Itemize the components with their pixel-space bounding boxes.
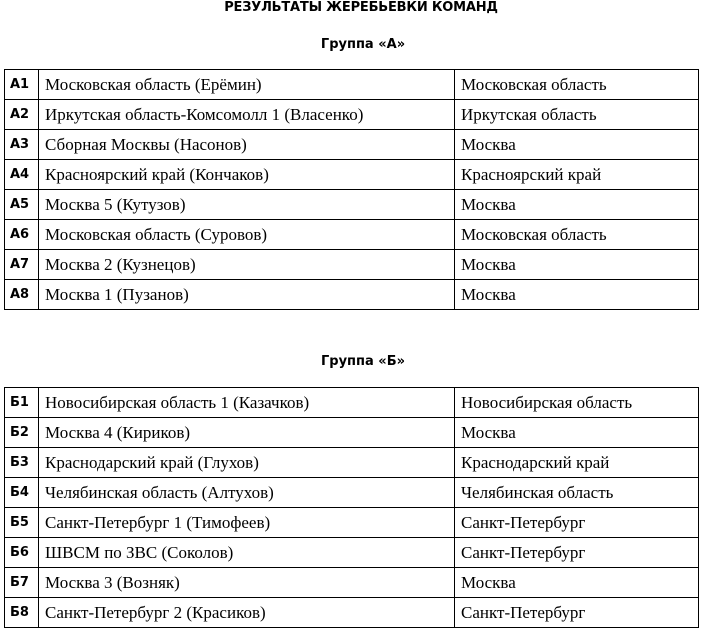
team-code: Б5 xyxy=(5,508,39,538)
table-row xyxy=(5,598,699,628)
group-b-title: Группа «Б» xyxy=(320,354,406,369)
team-region: Челябинская область xyxy=(455,478,699,508)
table-row xyxy=(5,568,699,598)
team-name: Краснодарский край (Глухов) xyxy=(39,448,455,478)
team-name: Москва 4 (Кириков) xyxy=(39,418,455,448)
table-row xyxy=(5,70,699,100)
team-region: Москва xyxy=(455,568,699,598)
table-row xyxy=(5,538,699,568)
team-region: Красноярский край xyxy=(455,160,699,190)
team-name: ШВСМ по ЗВС (Соколов) xyxy=(39,538,455,568)
team-code: А8 xyxy=(5,280,39,310)
table-row xyxy=(5,100,699,130)
team-code: Б6 xyxy=(5,538,39,568)
team-name: Челябинская область (Алтухов) xyxy=(39,478,455,508)
team-region: Москва xyxy=(455,250,699,280)
team-region: Москва xyxy=(455,190,699,220)
team-code: А4 xyxy=(5,160,39,190)
table-row xyxy=(5,250,699,280)
team-region: Санкт-Петербург xyxy=(455,598,699,628)
team-name: Сборная Москвы (Насонов) xyxy=(39,130,455,160)
team-name: Москва 3 (Возняк) xyxy=(39,568,455,598)
team-name: Новосибирская область 1 (Казачков) xyxy=(39,388,455,418)
table-row xyxy=(5,448,699,478)
table-row xyxy=(5,280,699,310)
table-row xyxy=(5,220,699,250)
table-row xyxy=(5,130,699,160)
team-code: А1 xyxy=(5,70,39,100)
team-region: Москва xyxy=(455,280,699,310)
table-row xyxy=(5,418,699,448)
team-region: Московская область xyxy=(455,220,699,250)
team-name: Санкт-Петербург 1 (Тимофеев) xyxy=(39,508,455,538)
team-name: Санкт-Петербург 2 (Красиков) xyxy=(39,598,455,628)
team-code: Б3 xyxy=(5,448,39,478)
team-code: Б1 xyxy=(5,388,39,418)
team-code: А2 xyxy=(5,100,39,130)
team-region: Московская область xyxy=(455,70,699,100)
table-row xyxy=(5,190,699,220)
team-region: Санкт-Петербург xyxy=(455,538,699,568)
team-code: Б7 xyxy=(5,568,39,598)
team-name: Московская область (Ерёмин) xyxy=(39,70,455,100)
team-code: Б8 xyxy=(5,598,39,628)
team-region: Иркутская область xyxy=(455,100,699,130)
team-name: Красноярский край (Кончаков) xyxy=(39,160,455,190)
table-row xyxy=(5,388,699,418)
table-row xyxy=(5,508,699,538)
group-a-table xyxy=(4,69,699,310)
team-name: Москва 1 (Пузанов) xyxy=(39,280,455,310)
table-row xyxy=(5,478,699,508)
team-name: Московская область (Суровов) xyxy=(39,220,455,250)
team-region: Новосибирская область xyxy=(455,388,699,418)
team-region: Москва xyxy=(455,418,699,448)
team-code: А5 xyxy=(5,190,39,220)
page-title: РЕЗУЛЬТАТЫ ЖЕРЕБЬЕВКИ КОМАНД xyxy=(224,0,498,15)
team-region: Краснодарский край xyxy=(455,448,699,478)
team-code: А6 xyxy=(5,220,39,250)
team-code: Б4 xyxy=(5,478,39,508)
team-name: Москва 5 (Кутузов) xyxy=(39,190,455,220)
team-region: Санкт-Петербург xyxy=(455,508,699,538)
team-code: А3 xyxy=(5,130,39,160)
team-region: Москва xyxy=(455,130,699,160)
group-b-table xyxy=(4,387,699,628)
team-name: Москва 2 (Кузнецов) xyxy=(39,250,455,280)
team-code: Б2 xyxy=(5,418,39,448)
team-name: Иркутская область-Комсомолл 1 (Власенко) xyxy=(39,100,455,130)
team-code: А7 xyxy=(5,250,39,280)
table-row xyxy=(5,160,699,190)
group-a-title: Группа «А» xyxy=(320,37,406,52)
